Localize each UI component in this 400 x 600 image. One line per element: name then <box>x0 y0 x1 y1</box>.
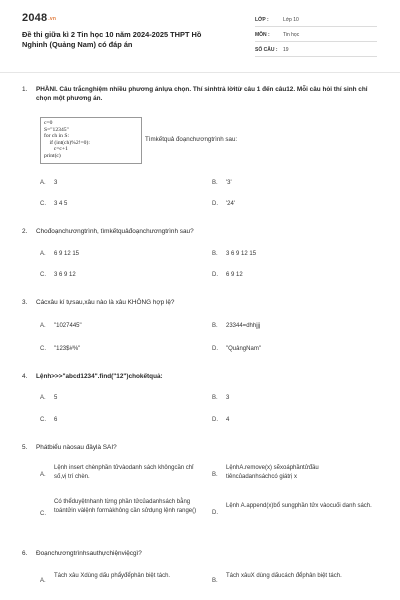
code-line: S="12345" <box>44 126 69 133</box>
option-text: 23344=dhhjjj <box>226 323 261 329</box>
option-letter: A. <box>40 395 46 401</box>
option-c[interactable] <box>40 345 80 354</box>
option-b[interactable] <box>212 250 256 259</box>
question-text: Đoạnchươngtrìnhsauthựchiệnviệcgì? <box>36 550 142 557</box>
option-b[interactable] <box>212 322 260 331</box>
option-letter: A. <box>40 180 46 186</box>
option-b[interactable] <box>212 179 232 188</box>
meta-value: 19 <box>283 47 289 53</box>
logo-suffix: .vn <box>48 16 57 22</box>
code-prompt: Tìmkếtquả đoạnchươngtrình sau: <box>145 136 238 143</box>
option-letter: C. <box>40 511 46 517</box>
option-text: '3' <box>226 180 232 186</box>
option-text: 3 6 9 12 15 <box>226 251 257 257</box>
option-d[interactable] <box>212 271 243 280</box>
question-6 <box>22 549 382 558</box>
code-line: c=0 <box>44 120 53 126</box>
site-logo[interactable] <box>22 12 56 24</box>
exam-meta <box>255 14 377 59</box>
option-letter: A. <box>40 472 46 478</box>
option-letter: D. <box>212 272 218 278</box>
option-b[interactable] <box>212 394 229 403</box>
option-c[interactable] <box>40 498 200 519</box>
option-letter: B. <box>212 323 218 329</box>
option-letter: C. <box>40 417 46 423</box>
meta-value: Tin học <box>283 32 300 38</box>
option-letter: C. <box>40 272 46 278</box>
option-letter: C. <box>40 201 46 207</box>
question-4 <box>22 372 382 381</box>
option-text: LệnhA.remove(x) sẽxoáphầntửđầu tiêncủadanhsáchcó giátrị x <box>226 465 319 480</box>
option-text: 6 9 12 <box>226 272 243 278</box>
page-title: Đề thi giữa kì 2 Tin học 10 năm 2024-2025 THPT Hồ Nghinh (Quảng Nam) có đáp án <box>22 30 202 49</box>
meta-key: SỐ CÂU : <box>255 47 278 53</box>
document-header <box>0 0 400 72</box>
question-2 <box>22 227 382 236</box>
option-a[interactable] <box>40 250 79 259</box>
option-c[interactable] <box>40 200 67 209</box>
code-line: print(c) <box>44 152 61 159</box>
option-text: 3 <box>54 180 58 186</box>
header-divider <box>0 72 400 73</box>
option-letter: B. <box>212 251 218 257</box>
option-letter: B. <box>212 578 218 584</box>
option-text: 5 <box>54 395 58 401</box>
option-text: 3 6 9 12 <box>54 272 76 278</box>
option-text: "1027445" <box>54 323 82 329</box>
meta-row-count <box>255 44 377 57</box>
meta-row-class <box>255 14 377 27</box>
option-letter: D. <box>212 510 218 516</box>
option-a[interactable] <box>40 394 57 403</box>
option-text: Tách xâuX dùng dấucách đểphân biệt tách. <box>226 573 342 579</box>
option-letter: B. <box>212 472 218 478</box>
code-line: if (int(ch)%2!=0): <box>44 139 90 146</box>
code-line: for ch in S: <box>44 133 70 140</box>
option-text: '24' <box>226 201 235 207</box>
question-3 <box>22 298 382 307</box>
meta-key: LỚP : <box>255 17 269 23</box>
option-a[interactable] <box>40 322 82 331</box>
option-letter: D. <box>212 417 218 423</box>
question-text: Lệnh>>>"abcd1234".find("12")chokếtquả: <box>36 373 163 380</box>
option-letter: B. <box>212 395 218 401</box>
option-text: "123$#%" <box>54 346 81 352</box>
option-text: 6 9 12 15 <box>54 251 80 257</box>
question-5 <box>22 443 382 452</box>
option-text: 4 <box>226 417 230 423</box>
meta-key: MÔN : <box>255 32 270 38</box>
option-text: Có thểduyệtnhanh từng phần tửcủadanhsách bằng toántửin vàlệnh formàkhông cần sửdụng lệnh range() <box>54 499 197 514</box>
question-number: 6. <box>22 550 28 557</box>
option-text: "QuảngNam" <box>226 346 261 352</box>
option-letter: D. <box>212 346 218 352</box>
option-d[interactable] <box>212 200 235 209</box>
option-text: 3 <box>226 395 230 401</box>
question-text: Chođoạnchươngtrình, tìmkếtquảđoạnchươngtrình sau? <box>36 228 194 235</box>
question-number: 5. <box>22 444 28 451</box>
option-text: Lệnh A.append(x)bổ sungphần tửx vàocuối danh sách. <box>226 503 372 509</box>
option-text: Lệnh insert chènphần tửvàodanh sách khôngcần chỉ số,vị trí chèn. <box>54 465 194 480</box>
question-text: Cácxâu kí tựsau,xâu nào là xâu KHÔNG hợp lệ? <box>36 299 175 306</box>
option-letter: B. <box>212 180 218 186</box>
option-letter: A. <box>40 578 46 584</box>
option-letter: A. <box>40 251 46 257</box>
option-c[interactable] <box>40 416 57 425</box>
question-text: Phátbiểu nàosau đâylà SAI? <box>36 444 117 451</box>
meta-row-subject <box>255 29 377 42</box>
option-text: 3 4 5 <box>54 201 68 207</box>
question-1 <box>22 85 382 103</box>
option-a[interactable] <box>40 179 57 188</box>
option-b[interactable] <box>212 572 372 586</box>
option-letter: C. <box>40 346 46 352</box>
option-text: Tách xâu Xdùng dấu phẩyđểphân biệt tách. <box>54 573 171 579</box>
option-d[interactable] <box>212 502 372 518</box>
option-a[interactable] <box>40 572 200 586</box>
question-number: 4. <box>22 373 28 380</box>
meta-value: Lớp 10 <box>283 17 299 23</box>
question-number: 3. <box>22 299 28 306</box>
question-number: 1. <box>22 86 28 93</box>
question-number: 2. <box>22 228 28 235</box>
option-d[interactable] <box>212 416 229 425</box>
question-text: PHẦNI. Câu trắcnghiệm nhiều phương ánlựa chọn. Thí sinhtrả lờitừ câu 1 đến câu12. Mỗi câu hỏi thí sinh chỉ chọn một phương án. <box>36 86 368 102</box>
code-snippet <box>40 117 142 164</box>
logo-text: 2048 <box>22 12 48 24</box>
option-c[interactable] <box>40 271 76 280</box>
code-line: c=c+1 <box>44 146 68 153</box>
option-text: 6 <box>54 417 58 423</box>
option-a[interactable] <box>40 464 200 482</box>
option-d[interactable] <box>212 345 261 354</box>
option-b[interactable] <box>212 464 372 482</box>
option-letter: D. <box>212 201 218 207</box>
option-letter: A. <box>40 323 46 329</box>
